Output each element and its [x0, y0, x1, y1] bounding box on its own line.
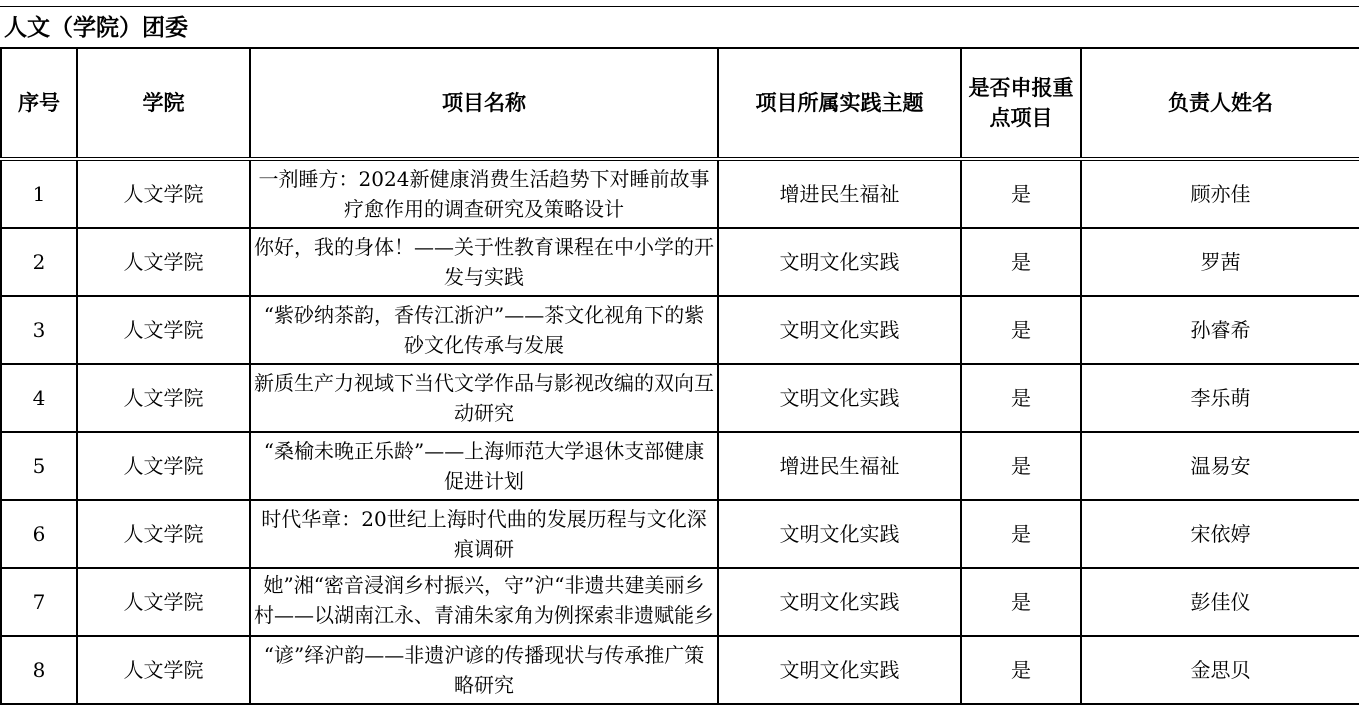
cell-leader[interactable]: 李乐萌 [1081, 364, 1359, 432]
cell-leader[interactable]: 金思贝 [1081, 636, 1359, 704]
table-row [1, 500, 1359, 568]
header-project-name[interactable]: 项目名称 [250, 48, 718, 159]
cell-college[interactable]: 人文学院 [77, 568, 250, 636]
cell-leader[interactable]: 罗茜 [1081, 228, 1359, 296]
project-name-text: 她”湘“密音浸润乡村振兴，守”沪“非遗共建美丽乡村——以湖南江永、青浦朱家角为例探索非遗赋能乡 [254, 573, 714, 627]
cell-theme[interactable]: 增进民生福祉 [718, 159, 961, 228]
project-table [0, 47, 1359, 705]
project-name-wrap [251, 230, 717, 294]
cell-index[interactable]: 3 [1, 296, 77, 364]
header-key-project[interactable] [961, 48, 1081, 159]
cell-key-project[interactable]: 是 [961, 500, 1081, 568]
cell-leader[interactable]: 彭佳仪 [1081, 568, 1359, 636]
cell-leader[interactable]: 顾亦佳 [1081, 159, 1359, 228]
cell-index[interactable]: 1 [1, 159, 77, 228]
cell-theme[interactable]: 文明文化实践 [718, 364, 961, 432]
project-name-wrap [251, 570, 717, 634]
project-name-wrap [251, 366, 717, 430]
cell-leader[interactable]: 宋依婷 [1081, 500, 1359, 568]
project-name-wrap [251, 502, 717, 566]
cell-project-name[interactable] [250, 432, 718, 500]
project-name-text: “桑榆未晚正乐龄”——上海师范大学退休支部健康促进计划 [263, 439, 705, 493]
header-row [1, 48, 1359, 159]
sheet-title: 人文（学院）团委 [4, 15, 188, 41]
cell-college[interactable]: 人文学院 [77, 228, 250, 296]
cell-index[interactable]: 8 [1, 636, 77, 704]
cell-index[interactable]: 4 [1, 364, 77, 432]
table-row [1, 228, 1359, 296]
cell-theme[interactable]: 文明文化实践 [718, 636, 961, 704]
project-name-text: 你好，我的身体！——关于性教育课程在中小学的开发与实践 [254, 235, 714, 289]
project-name-wrap [251, 162, 717, 226]
cell-key-project[interactable]: 是 [961, 159, 1081, 228]
cell-key-project[interactable]: 是 [961, 228, 1081, 296]
project-name-wrap [251, 298, 717, 362]
table-row [1, 636, 1359, 704]
project-name-text: “谚”绎沪韵——非遗沪谚的传播现状与传承推广策略研究 [263, 643, 705, 697]
cell-index[interactable]: 5 [1, 432, 77, 500]
cell-theme[interactable]: 文明文化实践 [718, 296, 961, 364]
cell-leader[interactable]: 孙睿希 [1081, 296, 1359, 364]
project-name-wrap [251, 434, 717, 498]
cell-index[interactable]: 6 [1, 500, 77, 568]
cell-theme[interactable]: 增进民生福祉 [718, 432, 961, 500]
project-name-text: “紫砂纳茶韵，香传江浙沪”——茶文化视角下的紫砂文化传承与发展 [263, 303, 705, 357]
cell-leader[interactable]: 温易安 [1081, 432, 1359, 500]
table-row [1, 432, 1359, 500]
table-body [1, 159, 1359, 704]
table-row [1, 568, 1359, 636]
cell-theme[interactable]: 文明文化实践 [718, 568, 961, 636]
header-leader[interactable]: 负责人姓名 [1081, 48, 1359, 159]
cell-theme[interactable]: 文明文化实践 [718, 500, 961, 568]
cell-project-name[interactable] [250, 568, 718, 636]
project-name-text: 一剂睡方：2024新健康消费生活趋势下对睡前故事疗愈作用的调查研究及策略设计 [258, 167, 710, 221]
cell-college[interactable]: 人文学院 [77, 636, 250, 704]
project-name-text: 新质生产力视域下当代文学作品与影视改编的双向互动研究 [254, 371, 714, 425]
cell-theme[interactable]: 文明文化实践 [718, 228, 961, 296]
cell-key-project[interactable]: 是 [961, 296, 1081, 364]
header-index[interactable]: 序号 [1, 48, 77, 159]
cell-key-project[interactable]: 是 [961, 636, 1081, 704]
cell-project-name[interactable] [250, 500, 718, 568]
cell-key-project[interactable]: 是 [961, 568, 1081, 636]
cell-project-name[interactable] [250, 228, 718, 296]
table-row [1, 159, 1359, 228]
cell-college[interactable]: 人文学院 [77, 364, 250, 432]
cell-project-name[interactable] [250, 296, 718, 364]
cell-index[interactable]: 7 [1, 568, 77, 636]
cell-college[interactable]: 人文学院 [77, 500, 250, 568]
table-row [1, 296, 1359, 364]
header-theme[interactable]: 项目所属实践主题 [718, 48, 961, 159]
cell-college[interactable]: 人文学院 [77, 432, 250, 500]
cell-college[interactable]: 人文学院 [77, 159, 250, 228]
top-border-line [0, 6, 1359, 7]
cell-index[interactable]: 2 [1, 228, 77, 296]
cell-project-name[interactable] [250, 636, 718, 704]
header-college[interactable]: 学院 [77, 48, 250, 159]
table-row [1, 364, 1359, 432]
cell-college[interactable]: 人文学院 [77, 296, 250, 364]
header-key-project-label: 是否申报重点项目 [968, 76, 1074, 130]
cell-project-name[interactable] [250, 364, 718, 432]
project-name-wrap [251, 638, 717, 702]
cell-key-project[interactable]: 是 [961, 364, 1081, 432]
project-name-text: 时代华章：20世纪上海时代曲的发展历程与文化深痕调研 [261, 507, 707, 561]
cell-project-name[interactable] [250, 159, 718, 228]
cell-key-project[interactable]: 是 [961, 432, 1081, 500]
